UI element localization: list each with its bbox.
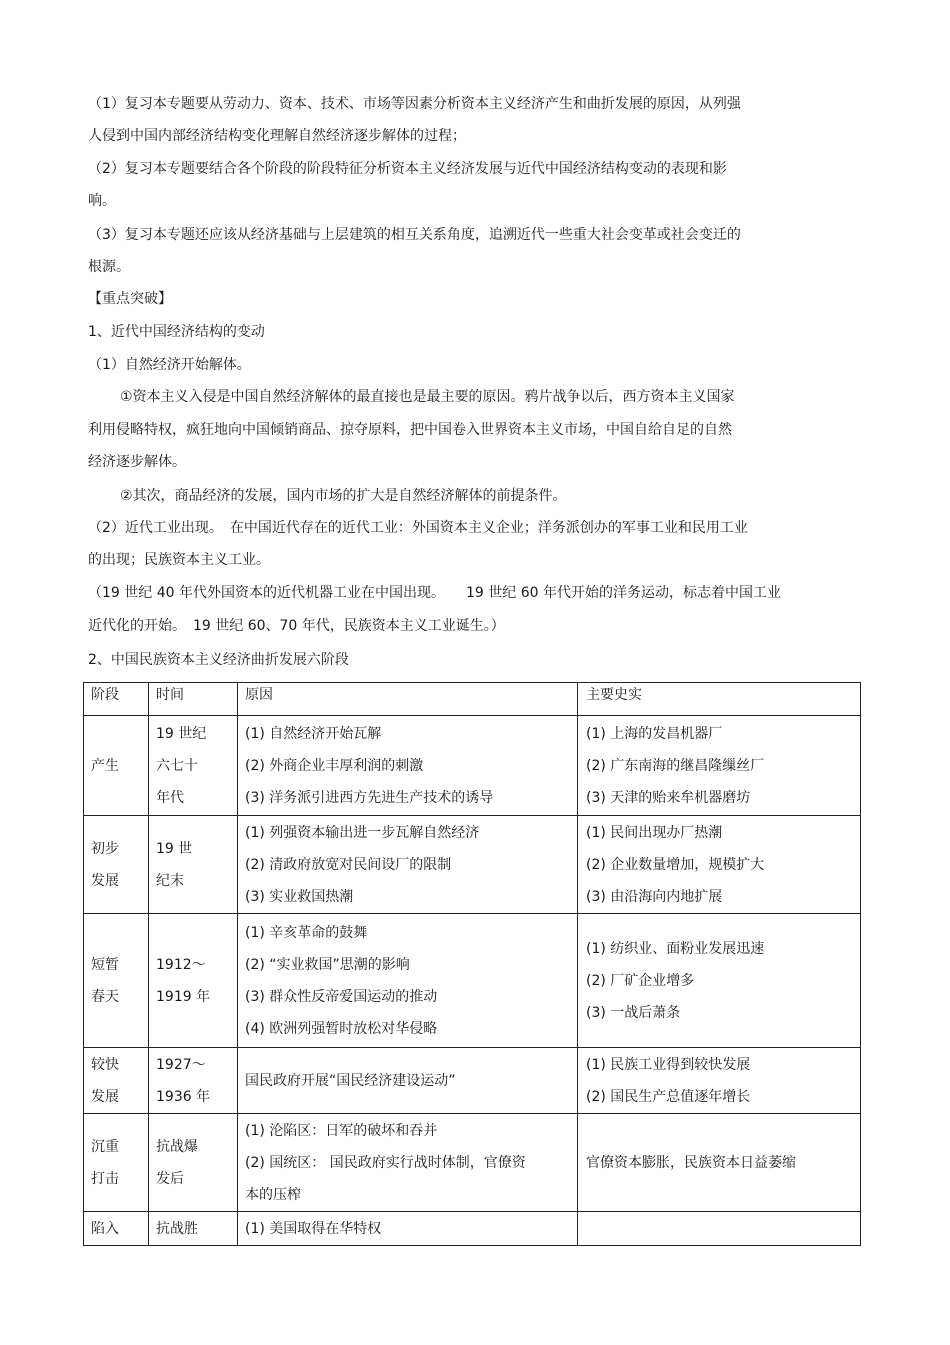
stage-cell: 短暂 春天	[84, 914, 149, 1048]
part1-note-line: 近代化的开始。 19 世纪 60、70 年代，民族资本主义工业诞生。）	[88, 618, 505, 634]
stages-table	[83, 682, 861, 1246]
fact-cell: (1) 民族工业得到较快发展 (2) 国民生产总值逐年增长	[578, 1048, 861, 1114]
part1-sub2-line: 的出现；民族资本主义工业。	[88, 552, 270, 568]
stage-cell: 初步 发展	[84, 816, 149, 914]
intro-line: 根源。	[88, 259, 130, 275]
intro-line: （1）复习本专题要从劳动力、资本、技术、市场等因素分析资本主义经济产生和曲折发展的原因，从列强	[88, 96, 741, 112]
time-cell: 1927～ 1936 年	[149, 1048, 238, 1114]
cause-cell: (1) 美国取得在华特权	[238, 1212, 578, 1246]
stage-cell: 产生	[84, 716, 149, 816]
part1-note-line: （19 世纪 40 年代外国资本的近代机器工业在中国出现。 19 世纪 60 年代开始的洋务运动，标志着中国工业	[88, 585, 781, 601]
intro-line: （2）复习本专题要结合各个阶段的阶段特征分析资本主义经济发展与近代中国经济结构变动的表现和影	[88, 161, 727, 177]
time-cell: 1912～ 1919 年	[149, 914, 238, 1048]
stage-cell: 沉重 打击	[84, 1114, 149, 1212]
cause-cell: (1) 列强资本输出进一步瓦解自然经济 (2) 清政府放宽对民间设厂的限制 (3) 实业救国热潮	[238, 816, 578, 914]
table-row	[84, 1048, 861, 1114]
cause-cell: 国民政府开展“国民经济建设运动”	[238, 1048, 578, 1114]
table-row	[84, 816, 861, 914]
header-cell: 阶段	[84, 683, 149, 716]
part1-point1-line: ①资本主义入侵是中国自然经济解体的最直接也是最主要的原因。鸦片战争以后，西方资本主义国家	[120, 389, 735, 405]
time-cell: 抗战胜	[149, 1212, 238, 1246]
fact-cell: (1) 上海的发昌机器厂 (2) 广东南海的继昌隆缫丝厂 (3) 天津的贻来牟机器磨坊	[578, 716, 861, 816]
part1-sub2-line: （2）近代工业出现。 在中国近代存在的近代工业：外国资本主义企业；洋务派创办的军事工业和民用工业	[88, 520, 748, 536]
intro-line: 人侵到中国内部经济结构变化理解自然经济逐步解体的过程；	[88, 128, 466, 144]
time-cell: 19 世 纪末	[149, 816, 238, 914]
table-row	[84, 914, 861, 1048]
part1-point1-line: 利用侵略特权，疯狂地向中国倾销商品、掠夺原料，把中国卷入世界资本主义市场，中国自给自足的自然	[88, 422, 732, 438]
cause-cell: (1) 沦陷区：日军的破坏和吞并 (2) 国统区： 国民政府实行战时体制，官僚资 本的压榨	[238, 1114, 578, 1212]
table-row	[84, 1114, 861, 1212]
stage-cell: 陷入	[84, 1212, 149, 1246]
fact-cell: (1) 民间出现办厂热潮 (2) 企业数量增加，规模扩大 (3) 由沿海向内地扩展	[578, 816, 861, 914]
fact-cell: 官僚资本膨胀，民族资本日益萎缩	[578, 1114, 861, 1212]
fact-cell	[578, 1212, 861, 1246]
intro-line: （3）复习本专题还应该从经济基础与上层建筑的相互关系角度，追溯近代一些重大社会变革或社会变迁的	[88, 227, 741, 243]
part1-point1-line: 经济逐步解体。	[88, 454, 186, 470]
table-row	[84, 1212, 861, 1246]
intro-line: 响。	[88, 193, 116, 209]
header-cell: 原因	[238, 683, 578, 716]
header-cell: 时间	[149, 683, 238, 716]
part1-title: 1、近代中国经济结构的变动	[88, 324, 265, 340]
table-row	[84, 716, 861, 816]
part2-title: 2、中国民族资本主义经济曲折发展六阶段	[88, 652, 349, 668]
cause-cell: (1) 辛亥革命的鼓舞 (2) “实业救国”思潮的影响 (3) 群众性反帝爱国运动的推动 (4) 欧洲列强暂时放松对华侵略	[238, 914, 578, 1048]
header-cell: 主要史实	[578, 683, 861, 716]
time-cell: 抗战爆 发后	[149, 1114, 238, 1212]
stage-cell: 较快 发展	[84, 1048, 149, 1114]
fact-cell: (1) 纺织业、面粉业发展迅速 (2) 厂矿企业增多 (3) 一战后萧条	[578, 914, 861, 1048]
section-heading: 【重点突破】	[88, 291, 172, 307]
table-header-row	[84, 683, 861, 716]
time-cell: 19 世纪 六七十 年代	[149, 716, 238, 816]
cause-cell: (1) 自然经济开始瓦解 (2) 外商企业丰厚利润的刺激 (3) 洋务派引进西方先进生产技术的诱导	[238, 716, 578, 816]
part1-point2: ②其次，商品经济的发展，国内市场的扩大是自然经济解体的前提条件。	[120, 488, 567, 504]
part1-sub1: （1）自然经济开始解体。	[88, 357, 251, 373]
